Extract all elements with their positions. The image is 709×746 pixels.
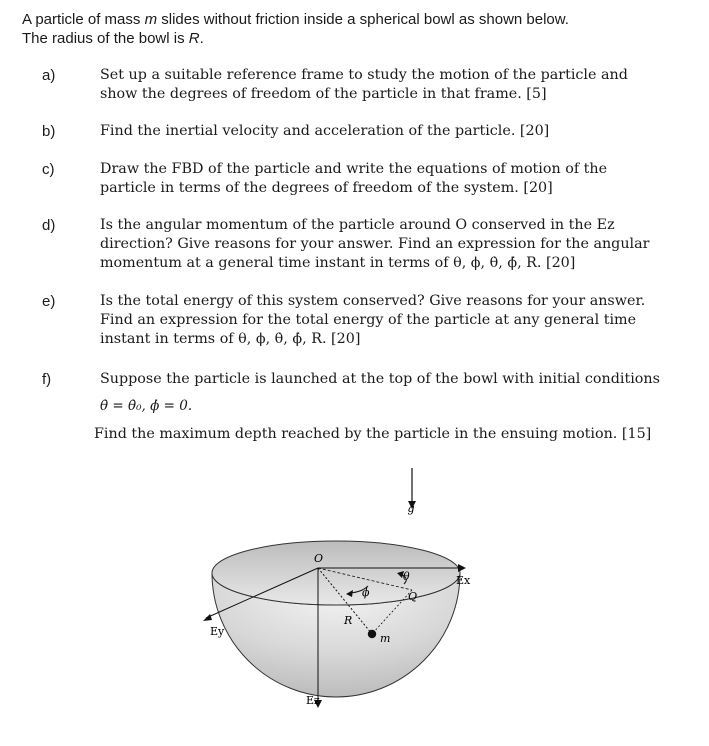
label-Ey: Ey xyxy=(210,625,225,638)
question-text: Draw the FBD of the particle and write the equations of motion of the particle in terms of the degrees of freedom of the system. [20] xyxy=(100,161,608,196)
question-label: b) xyxy=(42,123,56,140)
question-text: Suppose the particle is launched at the top of the bowl with initial conditions xyxy=(100,371,660,387)
question-label: f) xyxy=(42,371,52,388)
particle xyxy=(368,630,376,638)
label-g: g xyxy=(407,502,415,515)
question-text: Find the inertial velocity and acceleration of the particle. [20] xyxy=(100,123,550,139)
intro-line-1: A particle of mass m slides without friction inside a spherical bowl as shown below. xyxy=(22,11,569,28)
label-theta: θ xyxy=(403,570,410,583)
question-text: Set up a suitable reference frame to study the motion of the particle and show the degrees of freedom of the particle in that frame. [5] xyxy=(100,67,628,102)
label-m: m xyxy=(380,632,391,645)
label-R: R xyxy=(344,614,353,627)
question-text: Is the total energy of this system conserved? Give reasons for your answer. Find an expression for the total energy of the particle at any general time instant in terms of θ, ϕ, θ̇, ϕ̇, R. [20] xyxy=(100,293,646,347)
label-phi: ϕ xyxy=(362,586,370,599)
bowl-rim xyxy=(212,541,460,605)
label-Ex: Ex xyxy=(456,574,471,587)
intro-line-2: The radius of the bowl is R. xyxy=(22,30,204,47)
label-Ez: Ez xyxy=(306,694,320,707)
question-label: e) xyxy=(42,293,56,310)
question-label: c) xyxy=(42,161,55,178)
ey-arrow xyxy=(203,614,212,621)
label-O: O xyxy=(314,552,324,565)
question-label: a) xyxy=(42,67,56,84)
initial-conditions: θ̇ = θ̇₀, ϕ̇ = 0. xyxy=(100,398,193,414)
question-text: Is the angular momentum of the particle around O conserved in the Ez direction? Give reasons for your answer. Find an expression for the angular momentum at a general time instant in terms of θ, ϕ, θ̇, ϕ̇, R. [20] xyxy=(100,217,650,271)
final-note: Find the maximum depth reached by the particle in the ensuing motion. [15] xyxy=(94,426,652,442)
ex-arrow xyxy=(458,564,466,572)
label-Q: Q xyxy=(408,590,418,603)
question-label: d) xyxy=(42,217,56,234)
